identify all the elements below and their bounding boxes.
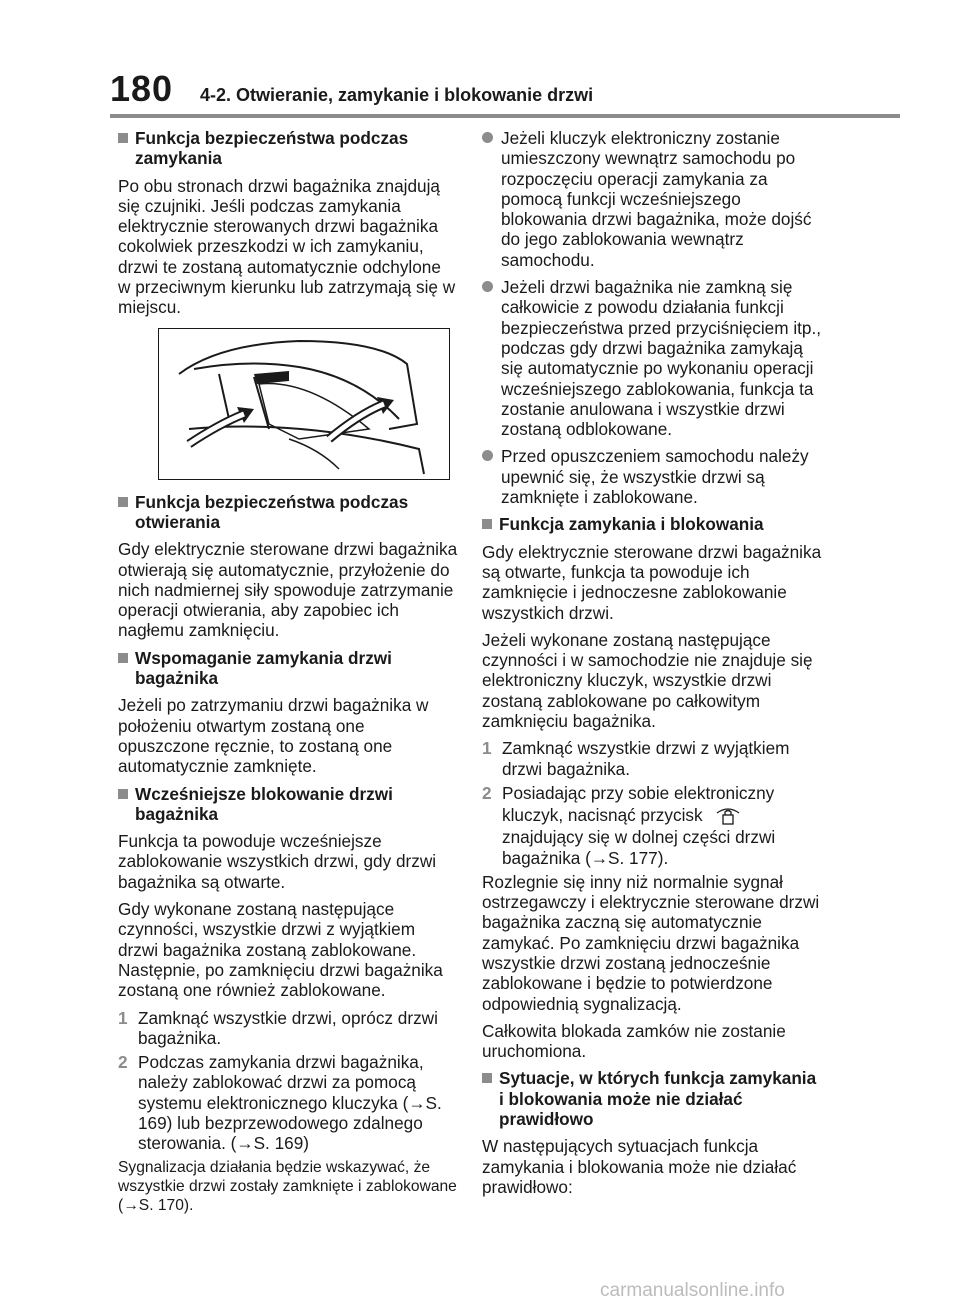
lock-button-icon	[713, 803, 743, 827]
square-bullet-icon	[482, 519, 492, 529]
step-number: 2	[482, 782, 492, 803]
left-column	[118, 128, 458, 1222]
step-item: 1 Zamknąć wszystkie drzwi, oprócz drzwi bagażnika.	[118, 1007, 438, 1048]
circle-bullet-icon	[482, 450, 493, 461]
square-bullet-icon	[118, 789, 128, 799]
square-bullet-icon	[118, 653, 128, 663]
paragraph: Gdy elektrycznie sterowane drzwi bagażnika są otwarte, funkcja ta powoduje ich zamknięcie i jednoczesne zablokowanie wszystkich drzwi.	[482, 541, 822, 623]
step-item: 2 Podczas zamykania drzwi bagażnika, należy zablokować drzwi za pomocą systemu elektronicznego kluczyka (→S. 169) lub bezprzewodowego zdalnego sterowania. (→S. 169)	[118, 1052, 442, 1154]
heading-situations: Sytuacje, w których funkcja zamykania i blokowania może nie działać prawidłowo	[482, 1068, 822, 1129]
heading-safety-closing: Funkcja bezpieczeństwa podczas zamykania	[118, 128, 458, 169]
watermark: carmanualsonline.info	[600, 1280, 785, 1301]
page-header	[0, 0, 960, 120]
heading-closing-assist: Wspomaganie zamykania drzwi bagażnika	[118, 648, 458, 689]
page-number: 180	[110, 68, 174, 109]
paragraph: Całkowita blokada zamków nie zostanie uruchomiona.	[482, 1020, 786, 1062]
step-number: 2	[118, 1052, 128, 1073]
square-bullet-icon	[118, 133, 128, 143]
circle-bullet-icon	[482, 281, 493, 292]
paragraph: W następujących sytuacjach funkcja zamykania i blokowania może nie działać prawidłowo:	[482, 1136, 797, 1197]
bullet-item: Przed opuszczeniem samochodu należy upewnić się, że wszystkie drzwi są zamknięte i zablokowane.	[482, 446, 822, 507]
paragraph: Funkcja ta powoduje wcześniejsze zablokowanie wszystkich drzwi, gdy drzwi bagażnika są otwarte.	[118, 831, 437, 892]
step-item: 1 Zamknąć wszystkie drzwi z wyjątkiem drzwi bagażnika.	[482, 738, 790, 779]
circle-bullet-icon	[482, 132, 493, 143]
heading-close-lock: Funkcja zamykania i blokowania	[482, 514, 822, 534]
step-number: 1	[482, 738, 492, 759]
bullet-item: Jeżeli drzwi bagażnika nie zamkną się całkowicie z powodu działania funkcji bezpieczeństwa przed przyciśnięciem itp., podczas gdy drzwi bagażnika zamykają się automatycznie po wykonaniu operacji wcześniejszego zablokowania, funkcja ta zostanie anulowana i wszystkie drzwi zostaną odblokowane.	[482, 277, 822, 439]
paragraph: Gdy wykonane zostaną następujące czynności, wszystkie drzwi z wyjątkiem drzwi bagażnika zostaną zablokowane. Następnie, po zamknięciu drzwi bagażnika zostaną one również zablokowane.	[118, 899, 443, 1001]
heading-early-lock: Wcześniejsze blokowanie drzwi bagażnika	[118, 784, 458, 825]
right-column	[482, 128, 822, 1204]
section-title: 4-2. Otwieranie, zamykanie i blokowanie drzwi	[200, 85, 594, 105]
heading-safety-opening: Funkcja bezpieczeństwa podczas otwierania	[118, 492, 458, 533]
paragraph: Gdy elektrycznie sterowane drzwi bagażnika otwierają się automatycznie, przyłożenie do nich nadmiernej siły spowoduje zatrzymanie operacji otwierania, aby zapobiec ich nagłemu zamknięciu.	[118, 539, 458, 641]
illustration-tailgate	[158, 328, 450, 480]
square-bullet-icon	[118, 497, 128, 507]
bullet-item: Jeżeli kluczyk elektroniczny zostanie umieszczony wewnątrz samochodu po rozpoczęciu operacji zamykania za pomocą funkcji wcześniejszego blokowania drzwi bagażnika, może dojść do jego zablokowania wewnątrz samochodu.	[482, 128, 822, 270]
step-number: 1	[118, 1007, 128, 1028]
note-paragraph: Sygnalizacja działania będzie wskazywać, że wszystkie drzwi zostały zamknięte i zablokowane (→S. 170).	[118, 1158, 457, 1214]
header-rule	[110, 114, 900, 118]
square-bullet-icon	[482, 1073, 492, 1083]
step-item: 2 Posiadając przy sobie elektroniczny kluczyk, nacisnąć przycisk znajdujący się w dolnej części drzwi bagażnika (→S. 177).	[482, 782, 776, 868]
paragraph: Po obu stronach drzwi bagażnika znajdują się czujniki. Jeśli podczas zamykania elektrycznie sterowanych drzwi bagażnika cokolwiek przeszkodzi w ich zamykaniu, drzwi te zostaną automatycznie odchylone w przeciwnym kierunku lub zatrzymają się w miejscu.	[118, 175, 456, 318]
paragraph: Rozlegnie się inny niż normalnie sygnał ostrzegawczy i elektrycznie sterowane drzwi bagażnika zaczną się automatycznie zamykać. Po zamknięciu drzwi bagażnika wszystkie drzwi zostaną jednocześnie zablokowane i będzie to potwierdzone odpowiednią sygnalizacją.	[482, 871, 820, 1014]
paragraph: Jeżeli po zatrzymaniu drzwi bagażnika w położeniu otwartym zostaną one opuszczone ręcznie, to zostaną one automatycznie zamknięte.	[118, 695, 429, 777]
paragraph: Jeżeli wykonane zostaną następujące czynności i w samochodzie nie znajduje się elektroniczny kluczyk, wszystkie drzwi zostaną zablokowane po całkowitym zamknięciu bagażnika.	[482, 629, 813, 732]
tailgate-illustration-icon	[159, 329, 449, 479]
